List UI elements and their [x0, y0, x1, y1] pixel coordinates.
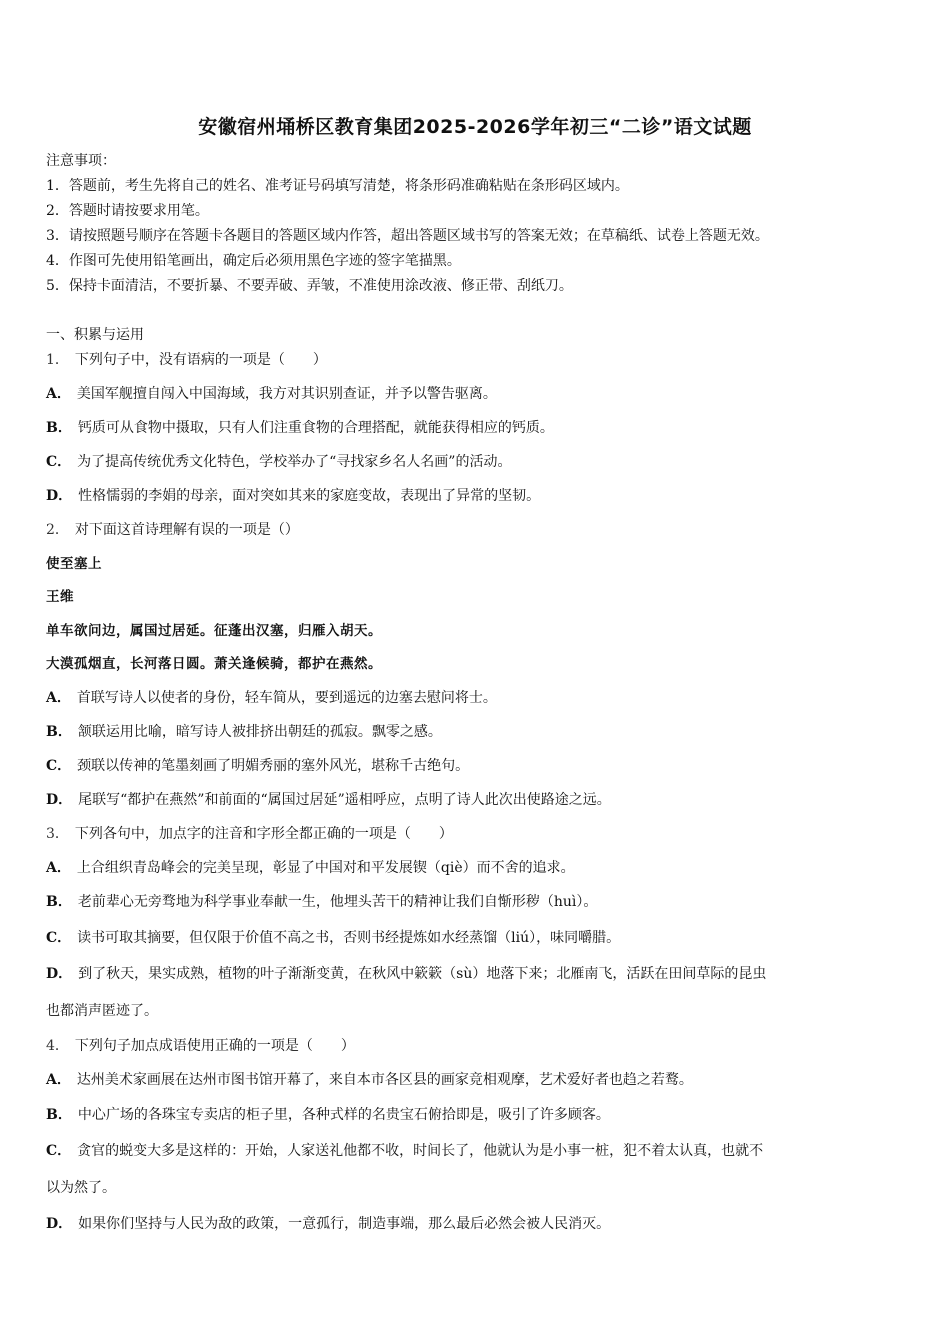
option-c: [46, 929, 906, 947]
note-item: 2．答题时请按要求用笔。: [46, 203, 209, 219]
question-3: [46, 825, 906, 843]
option-letter: B．: [46, 724, 72, 740]
option-d-continued: 也都消声匿迹了。: [46, 1003, 158, 1019]
option-d: [46, 791, 906, 809]
question-stem: 下列各句中，加点字的注音和字形全都正确的一项是（ ）: [74, 826, 453, 842]
option-text: 如果你们坚持与人民为敌的政策，一意孤行，制造事端，那么最后必然会被人民消灭。: [78, 1216, 611, 1232]
option-b: [46, 893, 906, 911]
question-number: 2．: [46, 522, 69, 538]
option-text: 美国军舰擅自闯入中国海域，我方对其识别查证，并予以警告驱离。: [76, 386, 497, 402]
option-b: [46, 723, 906, 741]
option-c-continued: 以为然了。: [46, 1180, 116, 1196]
option-letter: A．: [46, 690, 71, 706]
option-letter: B．: [46, 894, 72, 910]
option-text: 首联写诗人以使者的身份，轻车简从，要到遥远的边塞去慰问将士。: [76, 690, 497, 706]
option-letter: A．: [46, 860, 71, 876]
option-text: 尾联写“都护在燕然”和前面的“属国过居延”遥相呼应，点明了诗人此次出使路途之远。: [78, 792, 611, 808]
option-c: [46, 453, 906, 471]
question-stem: 对下面这首诗理解有误的一项是（）: [74, 522, 299, 538]
question-4: [46, 1037, 906, 1055]
option-letter: D．: [46, 792, 73, 808]
note-item: 5．保持卡面清洁，不要折暴、不要弄破、弄皱，不准使用涂改液、修正带、刮纸刀。: [46, 278, 573, 294]
option-a: [46, 859, 906, 877]
option-letter: A．: [46, 1072, 71, 1088]
poem-author: 王维: [46, 589, 74, 605]
option-letter: C．: [46, 758, 72, 774]
poem-title: 使至塞上: [46, 556, 102, 572]
option-letter: D．: [46, 488, 73, 504]
option-letter: D．: [46, 966, 73, 982]
question-2: [46, 521, 906, 539]
note-item: 1．答题前，考生先将自己的姓名、准考证号码填写清楚，将条形码准确粘贴在条形码区域内。: [46, 178, 629, 194]
note-item: 4．作图可先使用铅笔画出，确定后必须用黑色字迹的签字笔描黑。: [46, 253, 461, 269]
poem-line: 单车欲问边，属国过居延。征蓬出汉塞，归雁入胡天。: [46, 623, 382, 639]
notes-heading: 注意事项：: [46, 153, 116, 169]
question-number: 1．: [46, 352, 69, 368]
page-title: 安徽宿州埇桥区教育集团2025-2026学年初三“二诊”语文试题: [198, 116, 752, 138]
option-text: 达州美术家画展在达州市图书馆开幕了，来自本市各区县的画家竞相观摩，艺术爱好者也趋之若鹜。: [76, 1072, 693, 1088]
question-1: [46, 351, 906, 369]
option-text: 为了提高传统优秀文化特色，学校举办了“寻找家乡名人名画”的活动。: [77, 454, 512, 470]
option-text: 性格懦弱的李娟的母亲，面对突如其来的家庭变故，表现出了异常的坚韧。: [78, 488, 541, 504]
option-text: 钙质可从食物中摄取，只有人们注重食物的合理搭配，就能获得相应的钙质。: [77, 420, 554, 436]
option-text: 老前辈心无旁骛地为科学事业奉献一生，他埋头苦干的精神让我们自惭形秽（huì）。: [77, 894, 598, 910]
section-heading: 一、积累与运用: [46, 327, 144, 343]
question-number: 3．: [46, 826, 69, 842]
option-b: [46, 419, 906, 437]
option-c: [46, 1142, 906, 1160]
note-item: 3．请按照题号顺序在答题卡各题目的答题区域内作答，超出答题区域书写的答案无效；在草稿纸、试卷上答题无效。: [46, 228, 769, 244]
option-a: [46, 385, 906, 403]
option-text: 上合组织青岛峰会的完美呈现，彰显了中国对和平发展锲（qiè）而不舍的追求。: [76, 860, 575, 876]
option-d: [46, 965, 906, 983]
option-d: [46, 487, 906, 505]
option-a: [46, 689, 906, 707]
option-letter: B．: [46, 420, 72, 436]
option-c: [46, 757, 906, 775]
option-d: [46, 1215, 906, 1233]
option-letter: C．: [46, 930, 72, 946]
option-text: 贪官的蜕变大多是这样的：开始，人家送礼他都不收，时间长了，他就认为是小事一桩，犯不着太认真，也就不: [77, 1143, 764, 1159]
poem-line: 大漠孤烟直，长河落日圆。萧关逢候骑，都护在燕然。: [46, 656, 382, 672]
option-b: [46, 1106, 906, 1124]
option-letter: C．: [46, 1143, 72, 1159]
option-letter: C．: [46, 454, 72, 470]
option-text: 颈联以传神的笔墨刻画了明媚秀丽的塞外风光，堪称千古绝句。: [77, 758, 470, 774]
question-stem: 下列句子中，没有语病的一项是（ ）: [74, 352, 327, 368]
option-text: 读书可取其摘要，但仅限于价值不高之书，否则书经提炼如水经蒸馏（liú），味同嚼腊。: [77, 930, 621, 946]
option-letter: B．: [46, 1107, 72, 1123]
option-text: 颔联运用比喻，暗写诗人被排挤出朝廷的孤寂。飘零之感。: [77, 724, 442, 740]
option-text: 到了秋天，果实成熟，植物的叶子渐渐变黄，在秋风中簌簌（sù）地落下来；北雁南飞，活跃在田间草际的昆虫: [78, 966, 767, 982]
option-a: [46, 1071, 906, 1089]
option-letter: D．: [46, 1216, 73, 1232]
question-number: 4．: [46, 1038, 69, 1054]
question-stem: 下列句子加点成语使用正确的一项是（ ）: [74, 1038, 355, 1054]
option-letter: A．: [46, 386, 71, 402]
option-text: 中心广场的各珠宝专卖店的柜子里，各种式样的名贵宝石俯拾即是，吸引了许多顾客。: [77, 1107, 610, 1123]
